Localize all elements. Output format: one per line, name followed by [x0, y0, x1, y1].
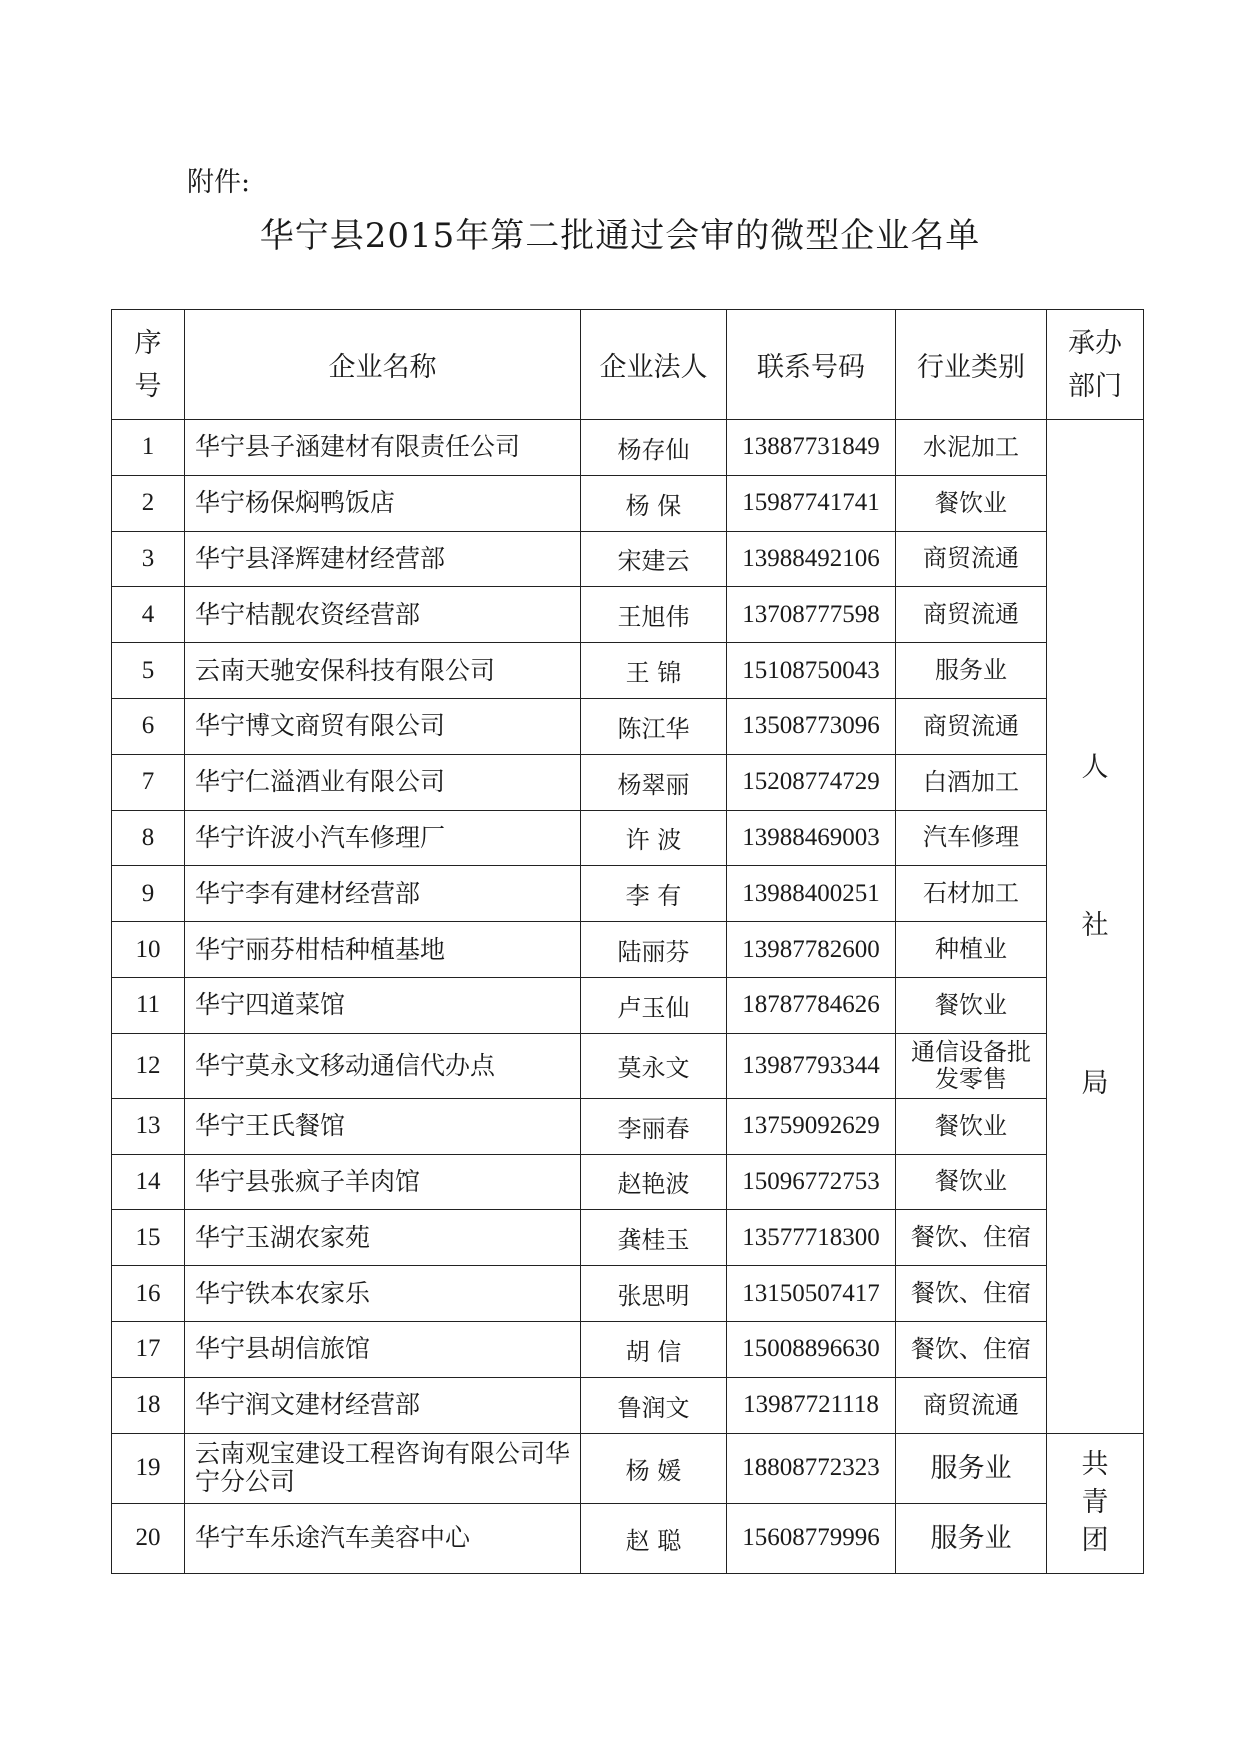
industry: 石材加工	[896, 866, 1047, 922]
table-row	[112, 810, 1144, 866]
industry: 通信设备批发零售	[896, 1033, 1047, 1098]
row-number: 18	[112, 1377, 185, 1433]
header-phone: 联系号码	[727, 310, 896, 420]
table-row	[112, 1377, 1144, 1433]
industry: 服务业	[896, 643, 1047, 699]
attachment-label: 附件:	[187, 167, 251, 198]
legal-person: 卢玉仙	[581, 977, 727, 1033]
phone-number: 13150507417	[727, 1266, 896, 1322]
company-name: 华宁博文商贸有限公司	[185, 698, 581, 754]
company-name: 华宁王氏餐馆	[185, 1098, 581, 1154]
company-name: 华宁车乐途汽车美容中心	[185, 1503, 581, 1573]
industry: 餐饮业	[896, 475, 1047, 531]
company-name: 华宁四道菜馆	[185, 977, 581, 1033]
table-row	[112, 587, 1144, 643]
header-row	[112, 310, 1144, 420]
header-legal-person: 企业法人	[581, 310, 727, 420]
industry: 餐饮、住宿	[896, 1266, 1047, 1322]
table-row	[112, 1321, 1144, 1377]
company-name: 云南天驰安保科技有限公司	[185, 643, 581, 699]
legal-person: 王 锦	[581, 643, 727, 699]
header-department: 承办 部门	[1047, 310, 1144, 420]
header-company: 企业名称	[185, 310, 581, 420]
row-number: 10	[112, 922, 185, 978]
row-number: 11	[112, 977, 185, 1033]
phone-number: 13887731849	[727, 420, 896, 476]
row-number: 1	[112, 420, 185, 476]
table-row	[112, 420, 1144, 476]
header-industry: 行业类别	[896, 310, 1047, 420]
legal-person: 莫永文	[581, 1033, 727, 1098]
phone-number: 15208774729	[727, 754, 896, 810]
legal-person: 赵 聪	[581, 1503, 727, 1573]
legal-person: 王旭伟	[581, 587, 727, 643]
industry: 种植业	[896, 922, 1047, 978]
phone-number: 13988400251	[727, 866, 896, 922]
company-name: 华宁铁本农家乐	[185, 1266, 581, 1322]
table-row	[112, 866, 1144, 922]
phone-number: 13708777598	[727, 587, 896, 643]
phone-number: 18787784626	[727, 977, 896, 1033]
legal-person: 胡 信	[581, 1321, 727, 1377]
row-number: 3	[112, 531, 185, 587]
company-name: 华宁县泽辉建材经营部	[185, 531, 581, 587]
table-row	[112, 1433, 1144, 1503]
row-number: 2	[112, 475, 185, 531]
phone-number: 15108750043	[727, 643, 896, 699]
department-gongqingtuan: 共 青 团	[1047, 1433, 1144, 1573]
department-renshe: 人 社 局	[1047, 420, 1144, 1434]
phone-number: 15608779996	[727, 1503, 896, 1573]
company-name: 华宁县胡信旅馆	[185, 1321, 581, 1377]
phone-number: 15096772753	[727, 1154, 896, 1210]
legal-person: 陈江华	[581, 698, 727, 754]
legal-person: 赵艳波	[581, 1154, 727, 1210]
row-number: 6	[112, 698, 185, 754]
enterprise-table	[111, 309, 1144, 1574]
company-name: 云南观宝建设工程咨询有限公司华宁分公司	[185, 1433, 581, 1503]
row-number: 8	[112, 810, 185, 866]
legal-person: 陆丽芬	[581, 922, 727, 978]
company-name: 华宁润文建材经营部	[185, 1377, 581, 1433]
row-number: 16	[112, 1266, 185, 1322]
table-row	[112, 1210, 1144, 1266]
legal-person: 宋建云	[581, 531, 727, 587]
legal-person: 李丽春	[581, 1098, 727, 1154]
phone-number: 13987721118	[727, 1377, 896, 1433]
industry: 餐饮业	[896, 1098, 1047, 1154]
table-row	[112, 1266, 1144, 1322]
company-name: 华宁仁溢酒业有限公司	[185, 754, 581, 810]
row-number: 4	[112, 587, 185, 643]
phone-number: 13988469003	[727, 810, 896, 866]
table-row	[112, 1033, 1144, 1098]
company-name: 华宁李有建材经营部	[185, 866, 581, 922]
row-number: 12	[112, 1033, 185, 1098]
row-number: 14	[112, 1154, 185, 1210]
industry: 商贸流通	[896, 531, 1047, 587]
table-row	[112, 922, 1144, 978]
row-number: 13	[112, 1098, 185, 1154]
table-row	[112, 977, 1144, 1033]
legal-person: 杨 媛	[581, 1433, 727, 1503]
industry: 服务业	[896, 1433, 1047, 1503]
phone-number: 13577718300	[727, 1210, 896, 1266]
table-row	[112, 643, 1144, 699]
page-title: 华宁县2015年第二批通过会审的微型企业名单	[259, 216, 981, 256]
industry: 餐饮业	[896, 977, 1047, 1033]
industry: 餐饮、住宿	[896, 1321, 1047, 1377]
legal-person: 鲁润文	[581, 1377, 727, 1433]
phone-number: 18808772323	[727, 1433, 896, 1503]
legal-person: 许 波	[581, 810, 727, 866]
row-number: 7	[112, 754, 185, 810]
company-name: 华宁丽芬柑桔种植基地	[185, 922, 581, 978]
table-row	[112, 531, 1144, 587]
row-number: 9	[112, 866, 185, 922]
phone-number: 13988492106	[727, 531, 896, 587]
row-number: 5	[112, 643, 185, 699]
legal-person: 龚桂玉	[581, 1210, 727, 1266]
row-number: 17	[112, 1321, 185, 1377]
industry: 服务业	[896, 1503, 1047, 1573]
industry: 水泥加工	[896, 420, 1047, 476]
table-row	[112, 1154, 1144, 1210]
phone-number: 13508773096	[727, 698, 896, 754]
industry: 餐饮业	[896, 1154, 1047, 1210]
company-name: 华宁县张疯子羊肉馆	[185, 1154, 581, 1210]
company-name: 华宁杨保焖鸭饭店	[185, 475, 581, 531]
row-number: 15	[112, 1210, 185, 1266]
company-name: 华宁桔靓农资经营部	[185, 587, 581, 643]
row-number: 20	[112, 1503, 185, 1573]
company-name: 华宁许波小汽车修理厂	[185, 810, 581, 866]
company-name: 华宁莫永文移动通信代办点	[185, 1033, 581, 1098]
table-row	[112, 698, 1144, 754]
row-number: 19	[112, 1433, 185, 1503]
industry: 商贸流通	[896, 587, 1047, 643]
table-row	[112, 1098, 1144, 1154]
table-row	[112, 1503, 1144, 1573]
legal-person: 杨 保	[581, 475, 727, 531]
legal-person: 李 有	[581, 866, 727, 922]
phone-number: 15008896630	[727, 1321, 896, 1377]
industry: 餐饮、住宿	[896, 1210, 1047, 1266]
industry: 商贸流通	[896, 1377, 1047, 1433]
industry: 白酒加工	[896, 754, 1047, 810]
phone-number: 13987793344	[727, 1033, 896, 1098]
header-index: 序 号	[112, 310, 185, 420]
legal-person: 张思明	[581, 1266, 727, 1322]
industry: 商贸流通	[896, 698, 1047, 754]
legal-person: 杨翠丽	[581, 754, 727, 810]
phone-number: 13759092629	[727, 1098, 896, 1154]
company-name: 华宁玉湖农家苑	[185, 1210, 581, 1266]
company-name: 华宁县子涵建材有限责任公司	[185, 420, 581, 476]
industry: 汽车修理	[896, 810, 1047, 866]
legal-person: 杨存仙	[581, 420, 727, 476]
phone-number: 13987782600	[727, 922, 896, 978]
phone-number: 15987741741	[727, 475, 896, 531]
table-row	[112, 475, 1144, 531]
table-row	[112, 754, 1144, 810]
